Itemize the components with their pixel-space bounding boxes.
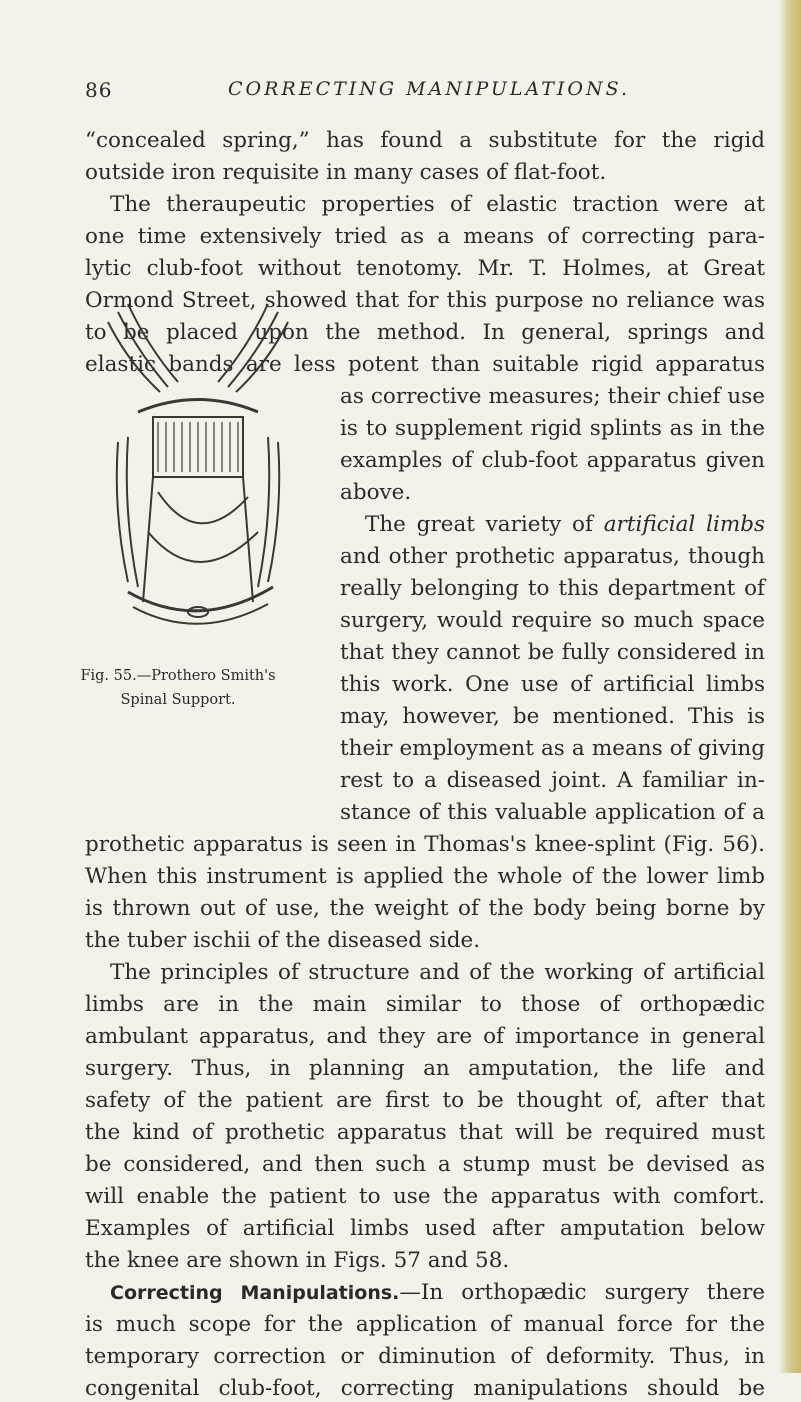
text-line: is much scope for the application of manual force for the — [85, 1312, 765, 1337]
text-line: that they cannot be fully considered in — [340, 640, 765, 665]
text-line: When this instrument is applied the whole of the lower limb — [85, 864, 765, 889]
text-line: be considered, and then such a stump must be devised as — [85, 1152, 765, 1177]
text-line: temporary correction or diminution of deformity. Thus, in — [85, 1344, 765, 1369]
text-line: is thrown out of use, the weight of the body being borne by — [85, 896, 765, 921]
text-line: as corrective measures; their chief use — [340, 384, 765, 409]
text-line: rest to a diseased joint. A familiar in- — [340, 768, 765, 793]
text-line: “concealed spring,” has found a substitute for the rigid — [85, 128, 765, 153]
text-line: will enable the patient to use the apparatus with comfort. — [85, 1184, 765, 1209]
running-head: CORRECTING MANIPULATIONS. — [228, 78, 630, 100]
text-line: this work. One use of artificial limbs — [340, 672, 765, 697]
text-line: stance of this valuable application of a — [340, 800, 765, 825]
text-line: limbs are in the main similar to those of orthopædic — [85, 992, 765, 1017]
text-line: really belonging to this department of — [340, 576, 765, 601]
text-line: lytic club-foot without tenotomy. Mr. T. Holmes, at Great — [85, 256, 765, 281]
text-line: ambulant apparatus, and they are of importance in general — [85, 1024, 765, 1049]
caption-title: Fig. 55.—Prothero Smith's — [80, 668, 276, 684]
text-line: examples of club-foot apparatus given — [340, 448, 765, 473]
text-line: is to supplement rigid splints as in the — [340, 416, 765, 441]
figure-caption — [58, 664, 298, 712]
text-line: the kind of prothetic apparatus that will be required must — [85, 1120, 765, 1145]
page-edge — [779, 0, 801, 1373]
text-line: the tuber ischii of the diseased side. — [85, 928, 481, 953]
text-line: elastic bands are less potent than suitable rigid apparatus — [85, 352, 765, 377]
text-line: Examples of artificial limbs used after amputation below — [85, 1216, 765, 1241]
page-number: 86 — [85, 78, 113, 102]
section-heading: Correcting Manipulations. — [110, 1282, 400, 1304]
text-line: and other prothetic apparatus, though — [340, 544, 765, 569]
caption-subtitle: Spinal Support. — [120, 692, 236, 708]
text-line: their employment as a means of giving — [340, 736, 765, 761]
text-line: one time extensively tried as a means of correcting para- — [85, 224, 765, 249]
text-line: The theraupeutic properties of elastic traction were at — [110, 192, 765, 217]
text-line: may, however, be mentioned. This is — [340, 704, 765, 729]
text-line: to be placed upon the method. In general, springs and — [85, 320, 765, 345]
text-line: prothetic apparatus is seen in Thomas's knee-splint (Fig. 56). — [85, 832, 765, 857]
text-line: The principles of structure and of the working of artificial — [110, 960, 765, 985]
page-header — [0, 78, 780, 108]
text-line: Ormond Street, showed that for this purpose no reliance was — [85, 288, 765, 313]
text-line: surgery, would require so much space — [340, 608, 765, 633]
text-line: above. — [340, 480, 412, 505]
text-line: The great variety of artificial limbs — [365, 512, 765, 537]
text-line: safety of the patient are first to be thought of, after that — [85, 1088, 765, 1113]
text-line: congenital club-foot, correcting manipulations should be — [85, 1376, 765, 1401]
spinal-support-illustration — [98, 292, 298, 654]
text-line: Correcting Manipulations.—In orthopædic surgery there — [110, 1280, 765, 1305]
text-line: surgery. Thus, in planning an amputation, the life and — [85, 1056, 765, 1081]
text-line: the knee are shown in Figs. 57 and 58. — [85, 1248, 510, 1273]
text-line: outside iron requisite in many cases of flat-foot. — [85, 160, 607, 185]
italic-phrase: artificial limbs — [603, 512, 765, 537]
